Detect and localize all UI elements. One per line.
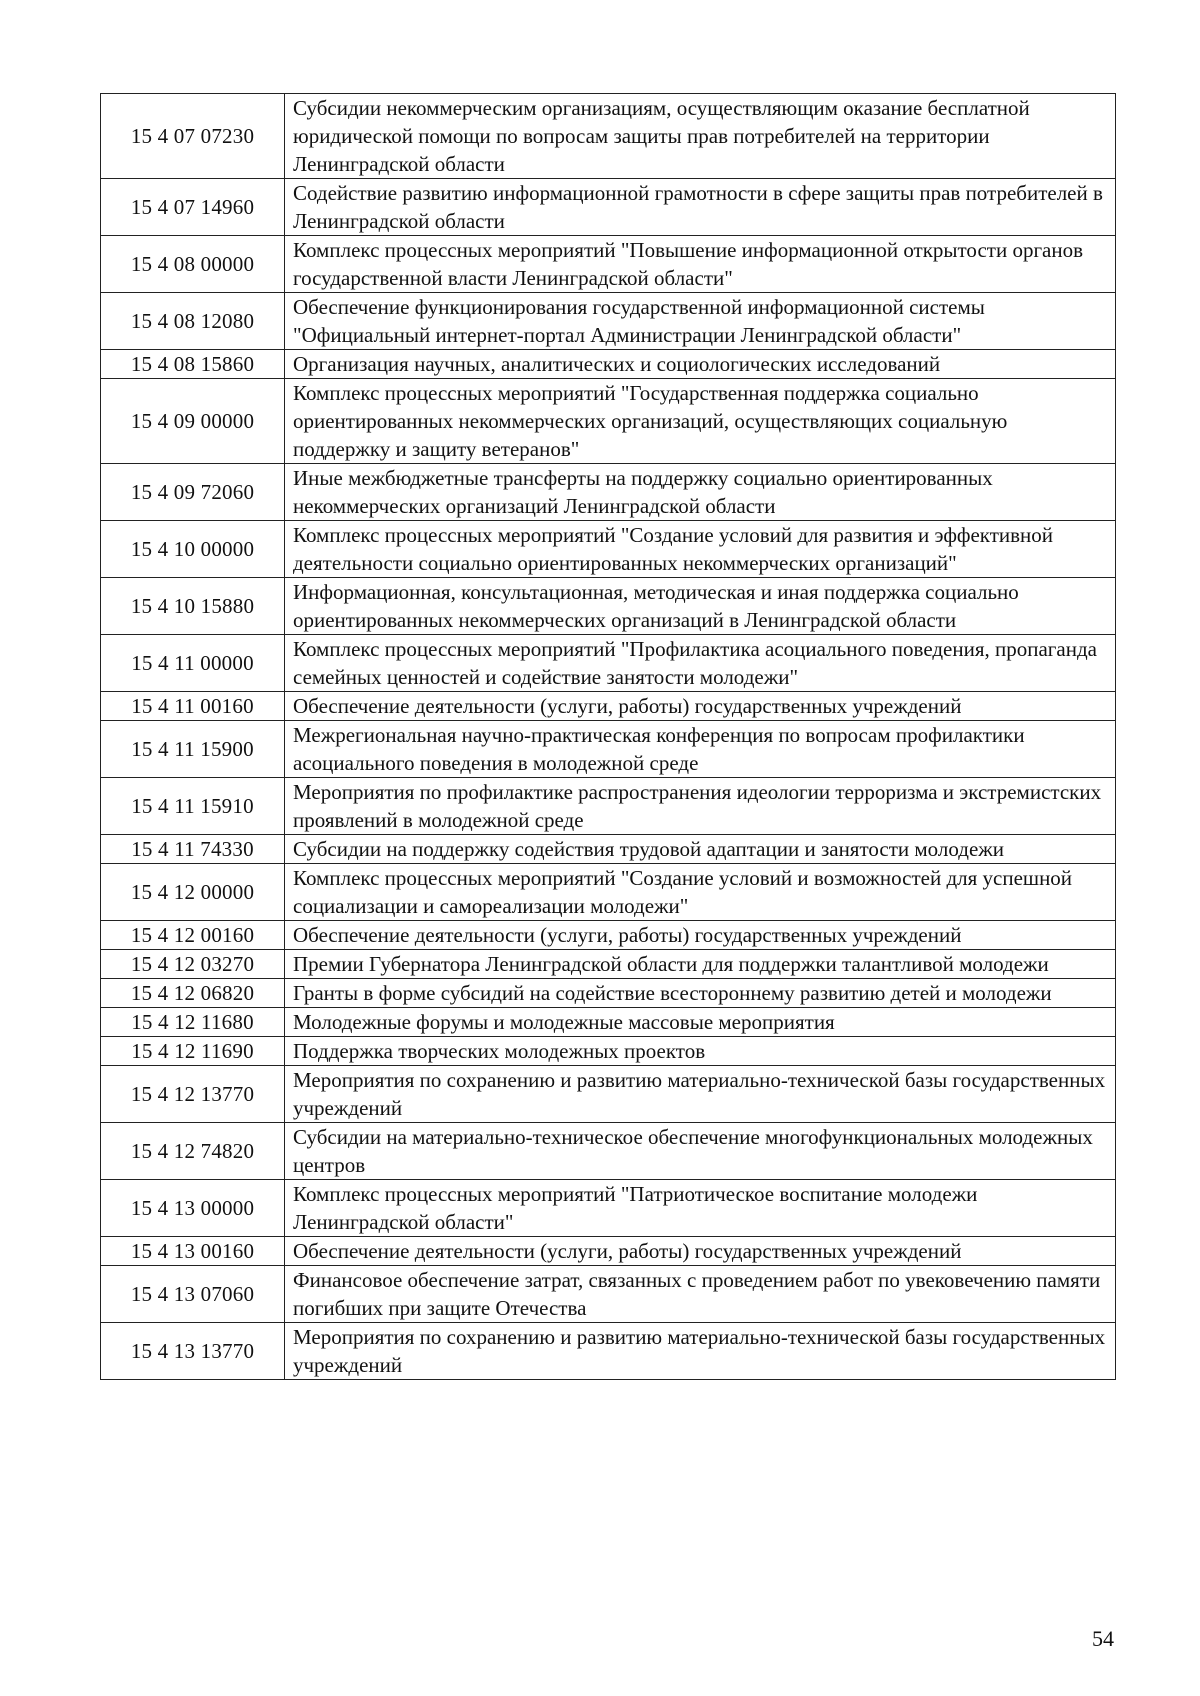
- row-code: 15 4 12 11680: [101, 1008, 285, 1037]
- table-row: [101, 464, 1116, 521]
- row-description: Иные межбюджетные трансферты на поддержку социально ориентированных некоммерческих организаций Ленинградской области: [285, 464, 1116, 521]
- row-code: 15 4 10 00000: [101, 521, 285, 578]
- row-description: Обеспечение деятельности (услуги, работы) государственных учреждений: [285, 921, 1116, 950]
- table-row: [101, 721, 1116, 778]
- row-code: 15 4 12 74820: [101, 1123, 285, 1180]
- row-description: Субсидии некоммерческим организациям, осуществляющим оказание бесплатной юридической помощи по вопросам защиты прав потребителей на территории Ленинградской области: [285, 94, 1116, 179]
- row-description: Комплекс процессных мероприятий "Создание условий для развития и эффективной деятельности социально ориентированных некоммерческих организаций": [285, 521, 1116, 578]
- budget-codes-table: [100, 93, 1116, 1380]
- row-code: 15 4 08 15860: [101, 350, 285, 379]
- row-description: Премии Губернатора Ленинградской области для поддержки талантливой молодежи: [285, 950, 1116, 979]
- table-row: [101, 379, 1116, 464]
- table-row: [101, 1266, 1116, 1323]
- table-row: [101, 921, 1116, 950]
- table-row: [101, 1008, 1116, 1037]
- table-row: [101, 350, 1116, 379]
- table-row: [101, 635, 1116, 692]
- row-code: 15 4 07 07230: [101, 94, 285, 179]
- table-row: [101, 692, 1116, 721]
- table-row: [101, 979, 1116, 1008]
- table-row: [101, 94, 1116, 179]
- row-code: 15 4 07 14960: [101, 179, 285, 236]
- row-code: 15 4 11 74330: [101, 835, 285, 864]
- row-code: 15 4 09 00000: [101, 379, 285, 464]
- row-code: 15 4 12 13770: [101, 1066, 285, 1123]
- row-code: 15 4 10 15880: [101, 578, 285, 635]
- row-code: 15 4 09 72060: [101, 464, 285, 521]
- table-body: [101, 94, 1116, 1380]
- row-description: Обеспечение функционирования государственной информационной системы "Официальный интернет-портал Администрации Ленинградской области": [285, 293, 1116, 350]
- row-description: Комплекс процессных мероприятий "Создание условий и возможностей для успешной социализации и самореализации молодежи": [285, 864, 1116, 921]
- row-code: 15 4 12 03270: [101, 950, 285, 979]
- row-description: Обеспечение деятельности (услуги, работы) государственных учреждений: [285, 1237, 1116, 1266]
- row-code: 15 4 12 06820: [101, 979, 285, 1008]
- row-code: 15 4 12 11690: [101, 1037, 285, 1066]
- table-row: [101, 1037, 1116, 1066]
- row-description: Межрегиональная научно-практическая конференция по вопросам профилактики асоциального поведения в молодежной среде: [285, 721, 1116, 778]
- row-description: Поддержка творческих молодежных проектов: [285, 1037, 1116, 1066]
- table-row: [101, 293, 1116, 350]
- row-description: Комплекс процессных мероприятий "Государственная поддержка социально ориентированных некоммерческих организаций, осуществляющих социальную поддержку и защиту ветеранов": [285, 379, 1116, 464]
- page-number: 54: [1092, 1626, 1114, 1651]
- table-row: [101, 1237, 1116, 1266]
- table-row: [101, 1323, 1116, 1380]
- table-row: [101, 950, 1116, 979]
- table-row: [101, 778, 1116, 835]
- row-description: Финансовое обеспечение затрат, связанных с проведением работ по увековечению памяти погибших при защите Отечества: [285, 1266, 1116, 1323]
- row-description: Мероприятия по сохранению и развитию материально-технической базы государственных учреждений: [285, 1066, 1116, 1123]
- table-row: [101, 1123, 1116, 1180]
- row-code: 15 4 11 15900: [101, 721, 285, 778]
- table-row: [101, 236, 1116, 293]
- row-description: Содействие развитию информационной грамотности в сфере защиты прав потребителей в Ленинградской области: [285, 179, 1116, 236]
- row-code: 15 4 12 00000: [101, 864, 285, 921]
- row-description: Молодежные форумы и молодежные массовые мероприятия: [285, 1008, 1116, 1037]
- row-description: Организация научных, аналитических и социологических исследований: [285, 350, 1116, 379]
- table-row: [101, 521, 1116, 578]
- row-code: 15 4 12 00160: [101, 921, 285, 950]
- table-row: [101, 864, 1116, 921]
- row-code: 15 4 11 00000: [101, 635, 285, 692]
- row-code: 15 4 13 00000: [101, 1180, 285, 1237]
- row-code: 15 4 08 00000: [101, 236, 285, 293]
- row-code: 15 4 13 00160: [101, 1237, 285, 1266]
- row-description: Обеспечение деятельности (услуги, работы) государственных учреждений: [285, 692, 1116, 721]
- table-row: [101, 1066, 1116, 1123]
- row-code: 15 4 11 00160: [101, 692, 285, 721]
- row-code: 15 4 08 12080: [101, 293, 285, 350]
- row-description: Субсидии на поддержку содействия трудовой адаптации и занятости молодежи: [285, 835, 1116, 864]
- table-row: [101, 835, 1116, 864]
- table-row: [101, 1180, 1116, 1237]
- row-code: 15 4 13 07060: [101, 1266, 285, 1323]
- row-description: Мероприятия по профилактике распространения идеологии терроризма и экстремистских проявлений в молодежной среде: [285, 778, 1116, 835]
- row-code: 15 4 13 13770: [101, 1323, 285, 1380]
- table-row: [101, 578, 1116, 635]
- row-description: Информационная, консультационная, методическая и иная поддержка социально ориентированных некоммерческих организаций в Ленинградской области: [285, 578, 1116, 635]
- row-description: Комплекс процессных мероприятий "Патриотическое воспитание молодежи Ленинградской области": [285, 1180, 1116, 1237]
- row-description: Гранты в форме субсидий на содействие всестороннему развитию детей и молодежи: [285, 979, 1116, 1008]
- row-description: Мероприятия по сохранению и развитию материально-технической базы государственных учреждений: [285, 1323, 1116, 1380]
- row-description: Субсидии на материально-техническое обеспечение многофункциональных молодежных центров: [285, 1123, 1116, 1180]
- row-description: Комплекс процессных мероприятий "Профилактика асоциального поведения, пропаганда семейных ценностей и содействие занятости молодежи": [285, 635, 1116, 692]
- row-code: 15 4 11 15910: [101, 778, 285, 835]
- row-description: Комплекс процессных мероприятий "Повышение информационной открытости органов государственной власти Ленинградской области": [285, 236, 1116, 293]
- table-row: [101, 179, 1116, 236]
